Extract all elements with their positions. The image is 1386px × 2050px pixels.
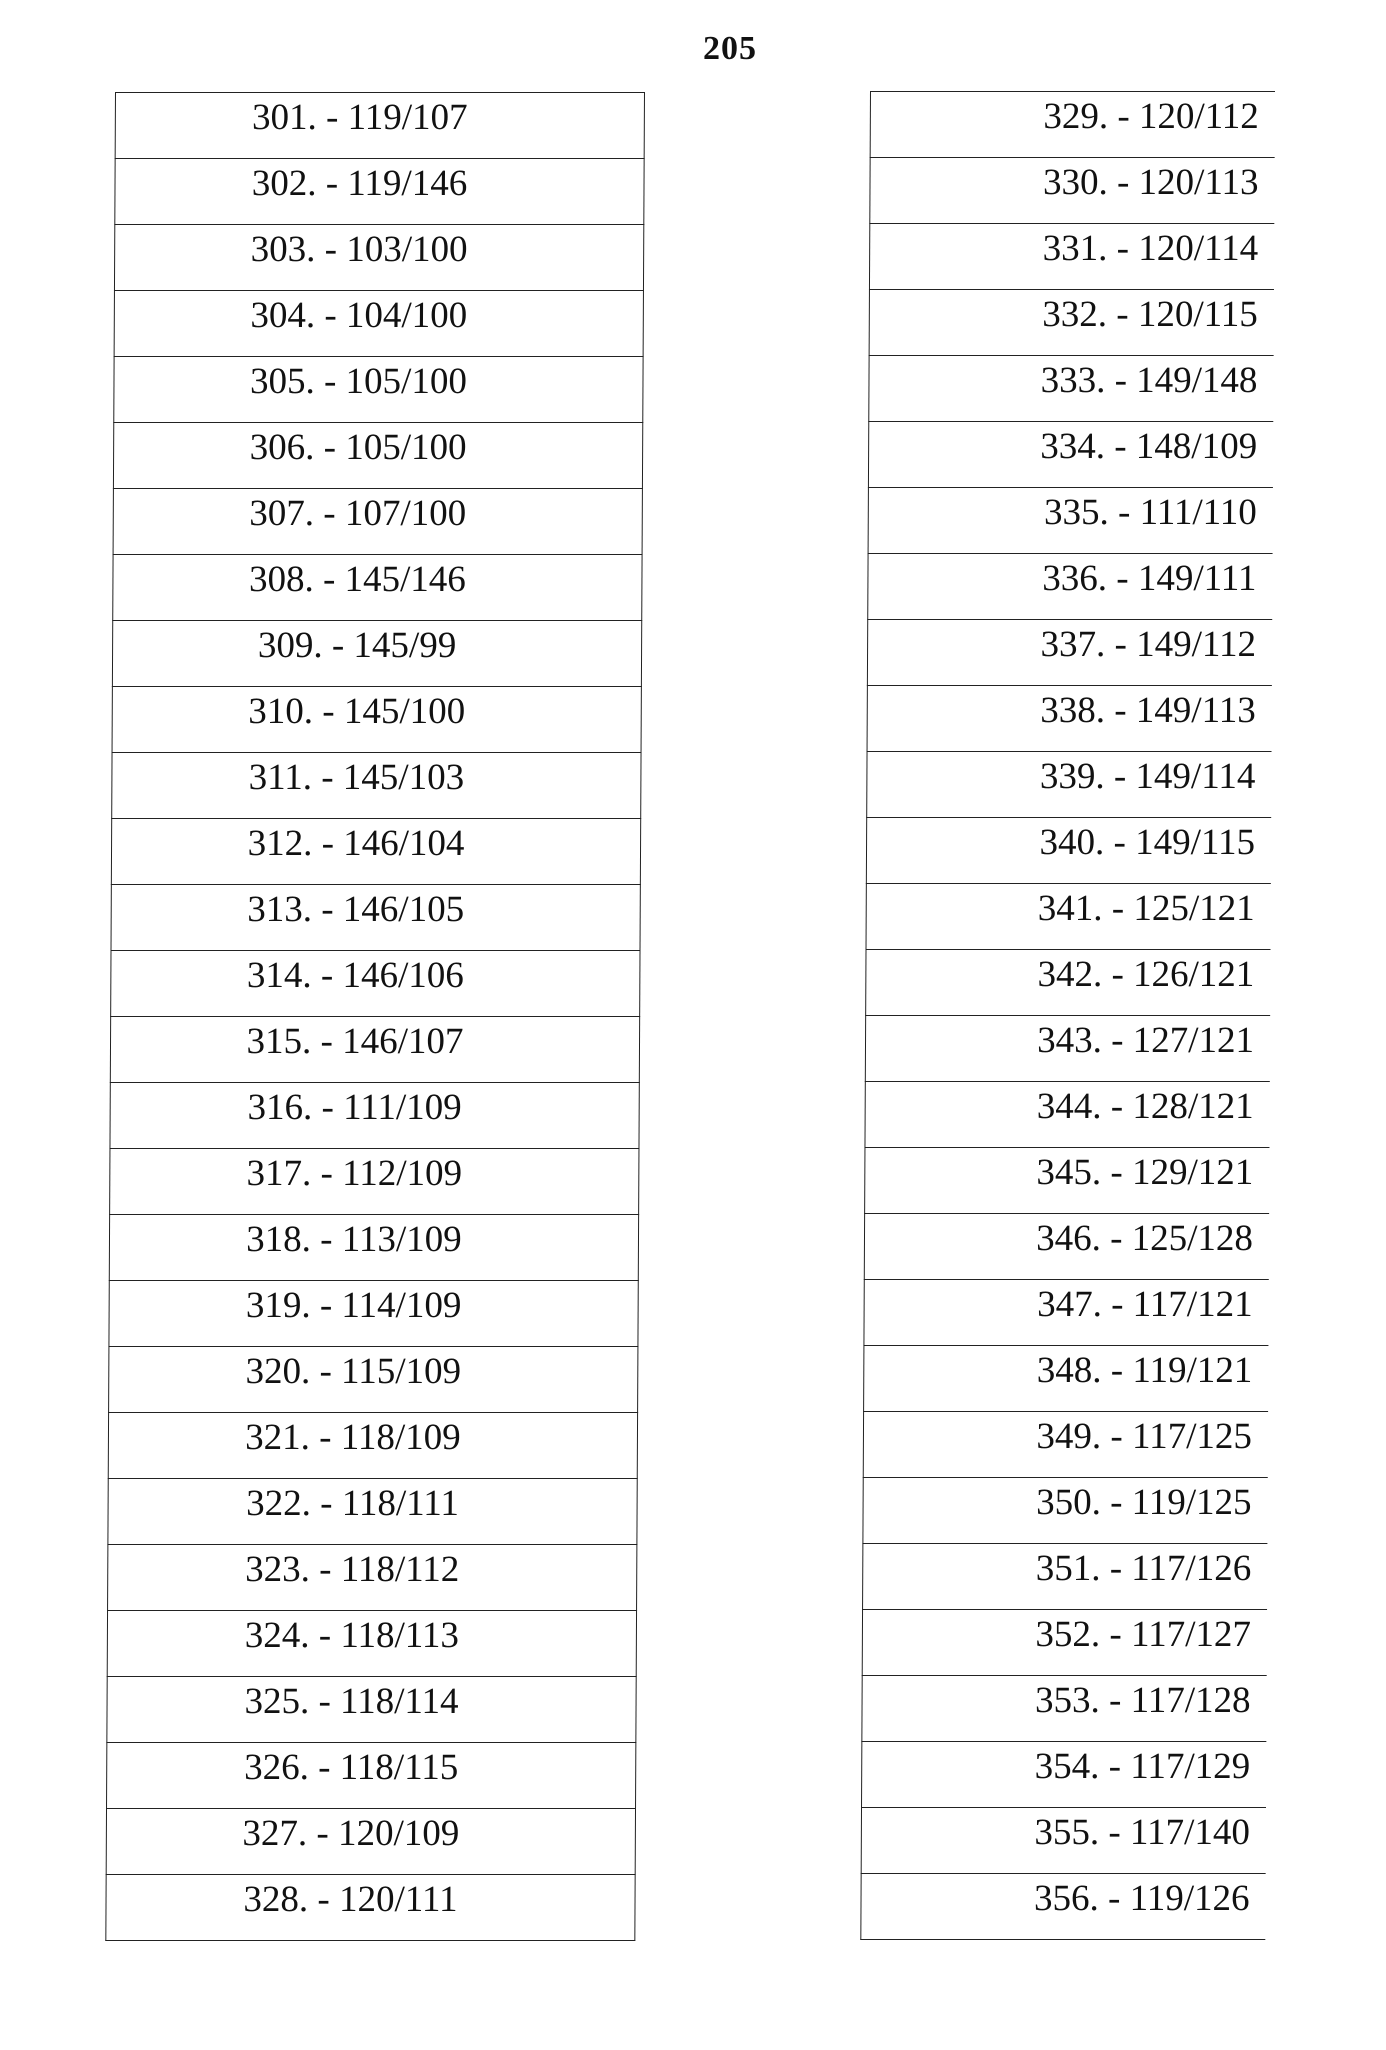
table-row bbox=[864, 1346, 1269, 1412]
table-row bbox=[862, 1676, 1267, 1742]
right-entries-table bbox=[860, 91, 1275, 1940]
entry-cell: 319. - 114/109 bbox=[109, 1281, 638, 1347]
entry-cell: 306. - 105/100 bbox=[113, 423, 642, 489]
entry-cell: 312. - 146/104 bbox=[111, 819, 640, 885]
table-row bbox=[861, 1874, 1266, 1940]
table-row bbox=[863, 1544, 1268, 1610]
entry-cell: 350. - 119/125 bbox=[863, 1478, 1268, 1544]
table-row bbox=[868, 554, 1273, 620]
table-row bbox=[108, 1479, 637, 1545]
entry-cell: 344. - 128/121 bbox=[865, 1082, 1270, 1148]
entry-cell: 340. - 149/115 bbox=[866, 818, 1271, 884]
entry-cell: 326. - 118/115 bbox=[107, 1743, 636, 1809]
entry-cell: 322. - 118/111 bbox=[108, 1479, 637, 1545]
table-row bbox=[865, 1016, 1270, 1082]
left-entries-body bbox=[106, 93, 645, 1941]
table-row bbox=[107, 1611, 636, 1677]
entry-cell: 346. - 125/128 bbox=[864, 1214, 1269, 1280]
entry-cell: 310. - 145/100 bbox=[112, 687, 641, 753]
table-row bbox=[863, 1478, 1268, 1544]
right-entries-body bbox=[861, 92, 1275, 1940]
table-row bbox=[869, 290, 1274, 356]
table-row bbox=[866, 884, 1271, 950]
entry-cell: 323. - 118/112 bbox=[108, 1545, 637, 1611]
entry-cell: 353. - 117/128 bbox=[862, 1676, 1267, 1742]
table-row bbox=[106, 1809, 635, 1875]
entry-cell: 317. - 112/109 bbox=[110, 1149, 639, 1215]
entry-cell: 328. - 120/111 bbox=[106, 1875, 635, 1941]
table-row bbox=[109, 1347, 638, 1413]
table-row bbox=[112, 687, 641, 753]
table-row bbox=[111, 951, 640, 1017]
page-number: 205 bbox=[703, 30, 757, 67]
table-row bbox=[868, 422, 1273, 488]
table-row bbox=[113, 489, 642, 555]
table-row bbox=[866, 818, 1271, 884]
table-row bbox=[867, 686, 1272, 752]
entry-cell: 339. - 149/114 bbox=[867, 752, 1272, 818]
table-row bbox=[865, 1148, 1270, 1214]
table-row bbox=[114, 357, 643, 423]
table-row bbox=[870, 92, 1275, 158]
entry-cell: 335. - 111/110 bbox=[868, 488, 1273, 554]
table-row bbox=[861, 1808, 1266, 1874]
table-row bbox=[115, 159, 644, 225]
table-row bbox=[112, 621, 641, 687]
entry-cell: 341. - 125/121 bbox=[866, 884, 1271, 950]
entry-cell: 345. - 129/121 bbox=[865, 1148, 1270, 1214]
table-row bbox=[107, 1677, 636, 1743]
table-row bbox=[114, 225, 643, 291]
entry-cell: 318. - 113/109 bbox=[109, 1215, 638, 1281]
entry-cell: 332. - 120/115 bbox=[869, 290, 1274, 356]
entry-cell: 336. - 149/111 bbox=[868, 554, 1273, 620]
table-row bbox=[868, 488, 1273, 554]
entry-cell: 337. - 149/112 bbox=[867, 620, 1272, 686]
table-row bbox=[111, 885, 640, 951]
table-row bbox=[111, 819, 640, 885]
table-row bbox=[114, 291, 643, 357]
entry-cell: 329. - 120/112 bbox=[870, 92, 1275, 158]
table-row bbox=[867, 620, 1272, 686]
table-row bbox=[866, 950, 1271, 1016]
entry-cell: 324. - 118/113 bbox=[107, 1611, 636, 1677]
table-row bbox=[869, 356, 1274, 422]
table-row bbox=[113, 423, 642, 489]
entry-cell: 309. - 145/99 bbox=[112, 621, 641, 687]
entry-cell: 311. - 145/103 bbox=[112, 753, 641, 819]
table-row bbox=[106, 1875, 635, 1941]
entry-cell: 307. - 107/100 bbox=[113, 489, 642, 555]
entry-cell: 348. - 119/121 bbox=[864, 1346, 1269, 1412]
table-row bbox=[112, 753, 641, 819]
entry-cell: 338. - 149/113 bbox=[867, 686, 1272, 752]
table-row bbox=[109, 1281, 638, 1347]
entry-cell: 314. - 146/106 bbox=[111, 951, 640, 1017]
entry-cell: 331. - 120/114 bbox=[869, 224, 1274, 290]
table-row bbox=[862, 1742, 1267, 1808]
entry-cell: 315. - 146/107 bbox=[110, 1017, 639, 1083]
table-row bbox=[110, 1017, 639, 1083]
table-row bbox=[108, 1545, 637, 1611]
entry-cell: 304. - 104/100 bbox=[114, 291, 643, 357]
entry-cell: 351. - 117/126 bbox=[863, 1544, 1268, 1610]
table-row bbox=[113, 555, 642, 621]
entry-cell: 313. - 146/105 bbox=[111, 885, 640, 951]
table-row bbox=[869, 224, 1274, 290]
table-row bbox=[110, 1149, 639, 1215]
table-row bbox=[870, 158, 1275, 224]
entry-cell: 352. - 117/127 bbox=[862, 1610, 1267, 1676]
entry-cell: 327. - 120/109 bbox=[106, 1809, 635, 1875]
entry-cell: 321. - 118/109 bbox=[108, 1413, 637, 1479]
table-row bbox=[864, 1214, 1269, 1280]
entry-cell: 302. - 119/146 bbox=[115, 159, 644, 225]
entry-cell: 347. - 117/121 bbox=[864, 1280, 1269, 1346]
entry-cell: 320. - 115/109 bbox=[109, 1347, 638, 1413]
table-row bbox=[109, 1215, 638, 1281]
table-row bbox=[107, 1743, 636, 1809]
entry-cell: 303. - 103/100 bbox=[114, 225, 643, 291]
entry-cell: 349. - 117/125 bbox=[863, 1412, 1268, 1478]
table-row bbox=[108, 1413, 637, 1479]
table-row bbox=[110, 1083, 639, 1149]
left-entries-table bbox=[105, 92, 645, 1941]
table-row bbox=[864, 1280, 1269, 1346]
entry-cell: 334. - 148/109 bbox=[868, 422, 1273, 488]
entry-cell: 343. - 127/121 bbox=[865, 1016, 1270, 1082]
entry-cell: 316. - 111/109 bbox=[110, 1083, 639, 1149]
entry-cell: 333. - 149/148 bbox=[869, 356, 1274, 422]
entry-cell: 330. - 120/113 bbox=[870, 158, 1275, 224]
entry-cell: 305. - 105/100 bbox=[114, 357, 643, 423]
table-row bbox=[862, 1610, 1267, 1676]
entry-cell: 301. - 119/107 bbox=[115, 93, 644, 159]
entry-cell: 356. - 119/126 bbox=[861, 1874, 1266, 1940]
entry-cell: 342. - 126/121 bbox=[866, 950, 1271, 1016]
table-row bbox=[867, 752, 1272, 818]
table-row bbox=[863, 1412, 1268, 1478]
entry-cell: 354. - 117/129 bbox=[862, 1742, 1267, 1808]
table-row bbox=[865, 1082, 1270, 1148]
table-row bbox=[115, 93, 644, 159]
entry-cell: 308. - 145/146 bbox=[113, 555, 642, 621]
entry-cell: 355. - 117/140 bbox=[861, 1808, 1266, 1874]
entry-cell: 325. - 118/114 bbox=[107, 1677, 636, 1743]
